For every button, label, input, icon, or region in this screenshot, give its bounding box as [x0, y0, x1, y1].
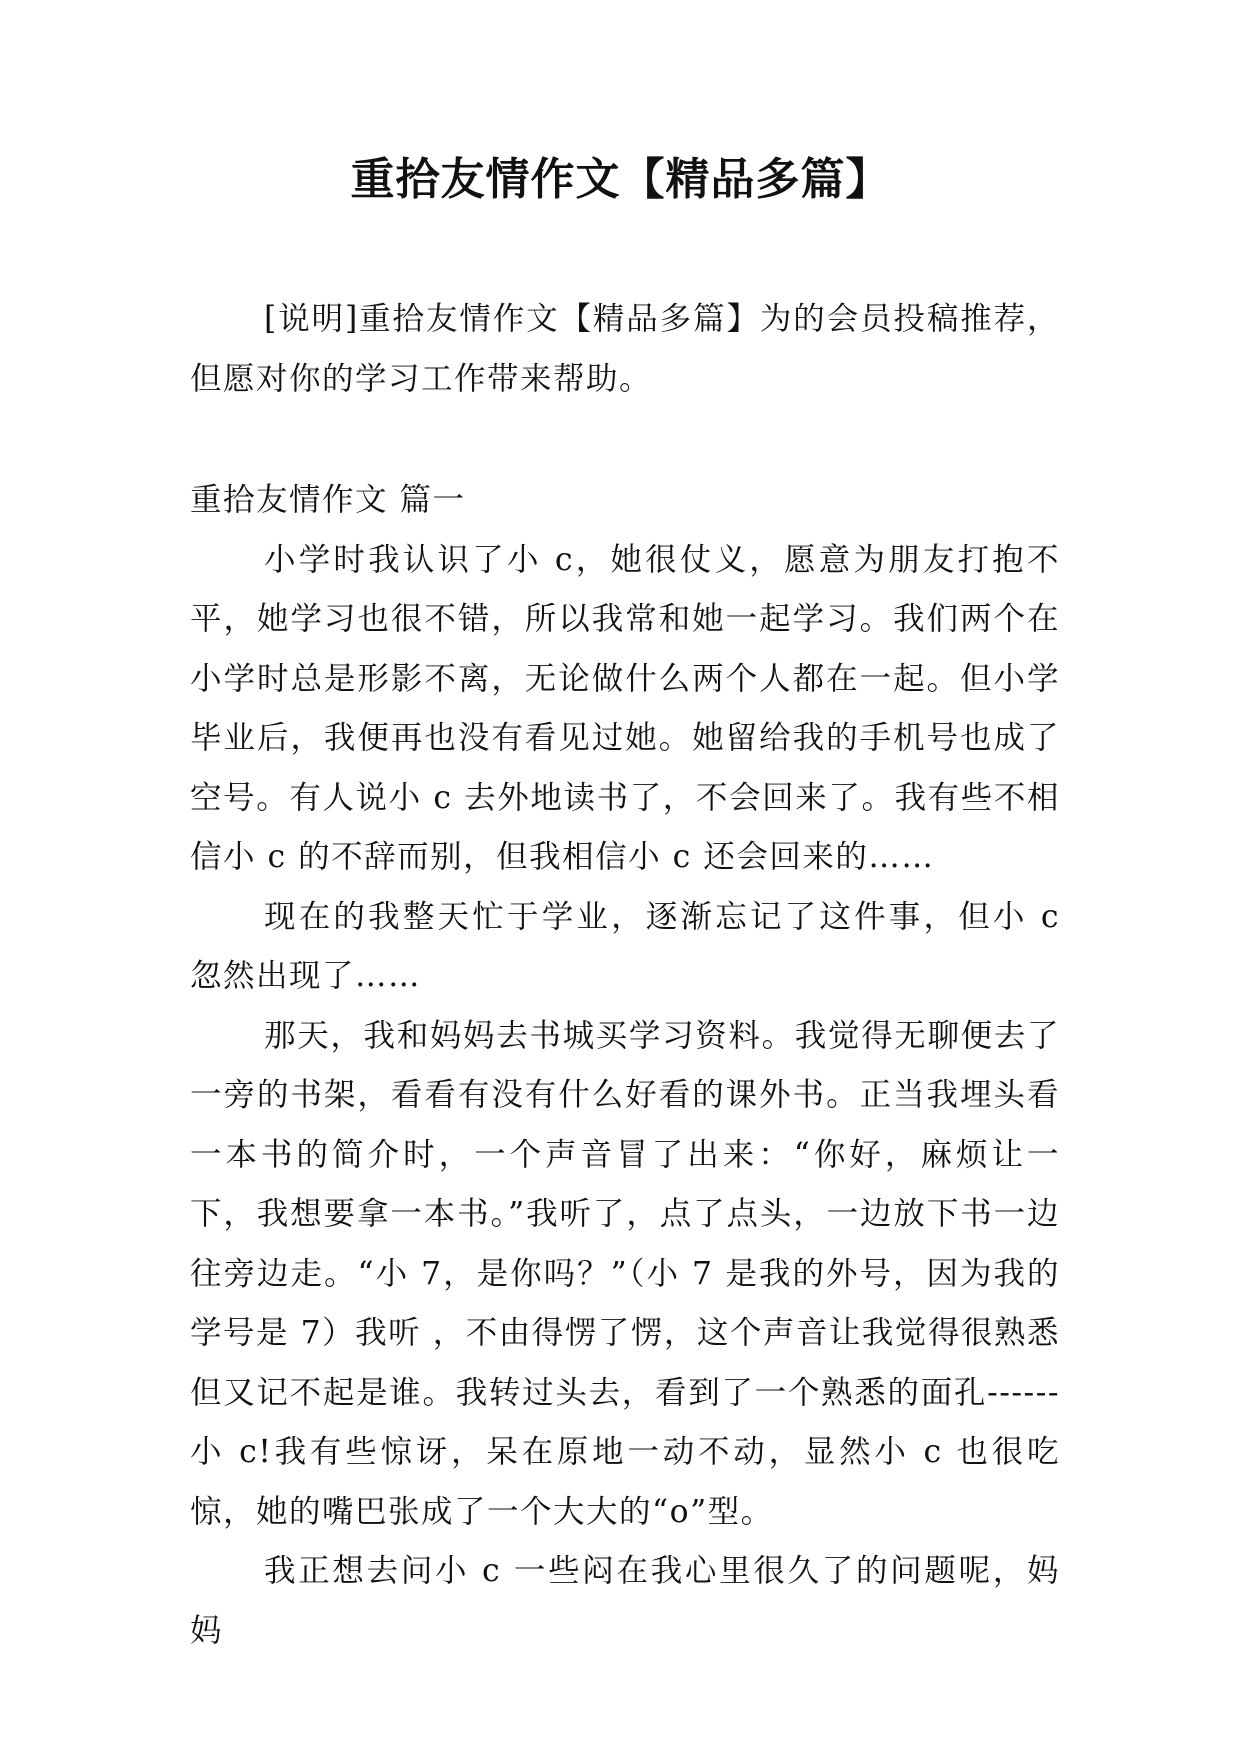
document-title: 重拾友情作文【精品多篇】	[350, 154, 891, 205]
body-paragraph-4: 我正想去问小 c 一些闷在我心里很久了的问题呢，妈妈	[190, 1553, 1060, 1649]
body-paragraph-2: 现在的我整天忙于学业，逐渐忘记了这件事，但小 c 忽然出现了……	[190, 898, 1060, 994]
document-body	[190, 290, 1060, 1661]
intro-paragraph: [说明]重拾友情作文【精品多篇】为的会员投稿推荐，但愿对你的学习工作带来帮助。	[190, 301, 1060, 397]
body-paragraph-1: 小学时我认识了小 c，她很仗义，愿意为朋友打抱不平，她学习也很不错，所以我常和她一起学习。我们两个在小学时总是形影不离，无论做什么两个人都在一起。但小学毕业后，我便再也没有看见过她。她留给我的手机号也成了空号。有人说小 c 去外地读书了，不会回来了。我有些不相信小 c 的不辞而别，但我相信小 c 还会回来的……	[190, 541, 1060, 875]
section-heading: 重拾友情作文 篇一	[190, 482, 466, 518]
body-paragraph-3: 那天，我和妈妈去书城买学习资料。我觉得无聊便去了一旁的书架，看看有没有什么好看的课外书。正当我埋头看一本书的简介时，一个声音冒了出来：“你好，麻烦让一下，我想要拿一本书。”我听了，点了点头，一边放下书一边往旁边走。“小 7，是你吗？”（小 7 是我的外号，因为我的学号是 7）我听 ，不由得愣了愣，这个声音让我觉得很熟悉但又记不起是谁。我转过头去，看到了一个熟悉的面孔------小 c!我有些惊讶，呆在原地一动不动，显然小 c 也很吃惊，她的嘴巴张成了一个大大的“o”型。	[190, 1017, 1060, 1530]
